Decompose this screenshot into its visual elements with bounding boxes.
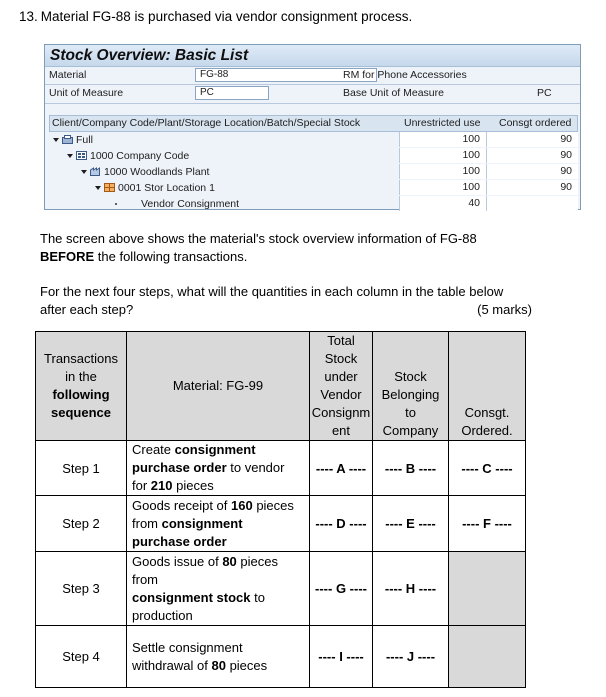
paragraph-line: The screen above shows the material's stock overview information of FG-88 [40, 231, 477, 246]
full-stock-icon [62, 135, 73, 144]
header-transactions: Transactions in the following sequence [36, 332, 127, 441]
paragraph-instructions [40, 283, 532, 319]
tree-label: Vendor Consignment [141, 198, 240, 210]
unrestricted-value: 100 [399, 148, 486, 163]
uom-row [45, 85, 580, 102]
paragraph-text: the following transactions. [94, 249, 248, 264]
step-label: Step 1 [36, 441, 127, 496]
step-description: Goods issue of 80 pieces from consignment stock to production [127, 552, 310, 626]
tree-row[interactable] [49, 132, 578, 148]
expand-triangle-icon[interactable] [81, 170, 87, 174]
table-row [36, 552, 526, 626]
sap-stock-overview-panel [44, 44, 581, 210]
storage-location-icon [104, 183, 115, 192]
uom-field[interactable]: PC [195, 86, 269, 100]
paragraph-line: after each step? [40, 302, 134, 317]
material-label: Material [49, 69, 87, 81]
tree-row[interactable] [49, 180, 578, 196]
tree-label: 0001 Stor Location 1 [118, 182, 215, 194]
tree-label: 1000 Company Code [90, 150, 190, 162]
answer-blank-i: ---- I ---- [310, 626, 373, 688]
consgt-ordered-value: 90 [486, 180, 578, 195]
company-code-icon [76, 151, 87, 160]
consgt-ordered-value: 90 [486, 148, 578, 163]
step-description: Goods receipt of 160 pieces from consignment purchase order [127, 496, 310, 552]
step-label: Step 3 [36, 552, 127, 626]
answer-blank-c: ---- C ---- [449, 441, 526, 496]
consgt-ordered-value [486, 196, 578, 211]
material-description: RM for Phone Accessories [343, 69, 467, 81]
answer-blank-f: ---- F ---- [449, 496, 526, 552]
base-uom-label: Base Unit of Measure [343, 87, 444, 99]
before-emphasis: BEFORE [40, 249, 95, 264]
answer-blank-a: ---- A ---- [310, 441, 373, 496]
tree-label: Full [76, 134, 93, 146]
greyed-cell [449, 626, 526, 688]
plant-icon [90, 167, 101, 176]
transactions-table [35, 331, 526, 688]
table-row [36, 441, 526, 496]
base-uom-value: PC [537, 87, 552, 99]
paragraph-line: For the next four steps, what will the quantities in each column in the table below [40, 284, 504, 299]
table-header-row [36, 332, 526, 441]
greyed-cell [449, 552, 526, 626]
header-material: Material: FG-99 [127, 332, 310, 441]
consgt-ordered-value: 90 [486, 132, 578, 147]
answer-blank-e: ---- E ---- [373, 496, 449, 552]
material-row [45, 67, 580, 84]
unrestricted-value: 100 [399, 180, 486, 195]
tree-header-consgt-ordered[interactable]: Consgt ordered [499, 117, 572, 129]
step-label: Step 4 [36, 626, 127, 688]
tree-row[interactable] [49, 164, 578, 180]
sap-title: Stock Overview: Basic List [45, 45, 580, 67]
tree-label: 1000 Woodlands Plant [104, 166, 210, 178]
marks-label: (5 marks) [477, 302, 532, 317]
question-number: 13. [19, 9, 38, 24]
answer-blank-j: ---- J ---- [373, 626, 449, 688]
uom-label: Unit of Measure [49, 87, 124, 99]
tree-header [49, 115, 578, 132]
material-field[interactable]: FG-88 [195, 68, 377, 82]
header-consgt-ordered: Consgt. Ordered. [449, 332, 526, 441]
stock-tree [49, 115, 578, 212]
leaf-bullet-icon [115, 203, 117, 205]
unrestricted-value: 40 [399, 196, 486, 211]
unrestricted-value: 100 [399, 164, 486, 179]
table-row [36, 626, 526, 688]
header-stock-company: Stock Belonging to Company [373, 332, 449, 441]
header-total-stock-vendor: Total Stock under Vendor Consignm ent [310, 332, 373, 441]
answer-blank-b: ---- B ---- [373, 441, 449, 496]
expand-triangle-icon[interactable] [53, 138, 59, 142]
question-13 [19, 9, 412, 24]
tree-row[interactable] [49, 196, 578, 212]
expand-triangle-icon[interactable] [95, 186, 101, 190]
answer-blank-h: ---- H ---- [373, 552, 449, 626]
tree-row[interactable] [49, 148, 578, 164]
paragraph-line [40, 248, 477, 266]
step-label: Step 2 [36, 496, 127, 552]
tree-header-hierarchy[interactable]: Client/Company Code/Plant/Storage Location/Batch/Special Stock [52, 117, 361, 129]
answer-blank-g: ---- G ---- [310, 552, 373, 626]
tree-header-unrestricted[interactable]: Unrestricted use [404, 117, 481, 129]
unrestricted-value: 100 [399, 132, 486, 147]
step-description: Create consignment purchase order to vendor for 210 pieces [127, 441, 310, 496]
step-description: Settle consignment withdrawal of 80 pieces [127, 626, 310, 688]
paragraph-before [40, 230, 477, 266]
answer-blank-d: ---- D ---- [310, 496, 373, 552]
table-row [36, 496, 526, 552]
expand-triangle-icon[interactable] [67, 154, 73, 158]
divider [45, 103, 580, 104]
consgt-ordered-value: 90 [486, 164, 578, 179]
question-text: Material FG-88 is purchased via vendor consignment process. [40, 9, 413, 24]
